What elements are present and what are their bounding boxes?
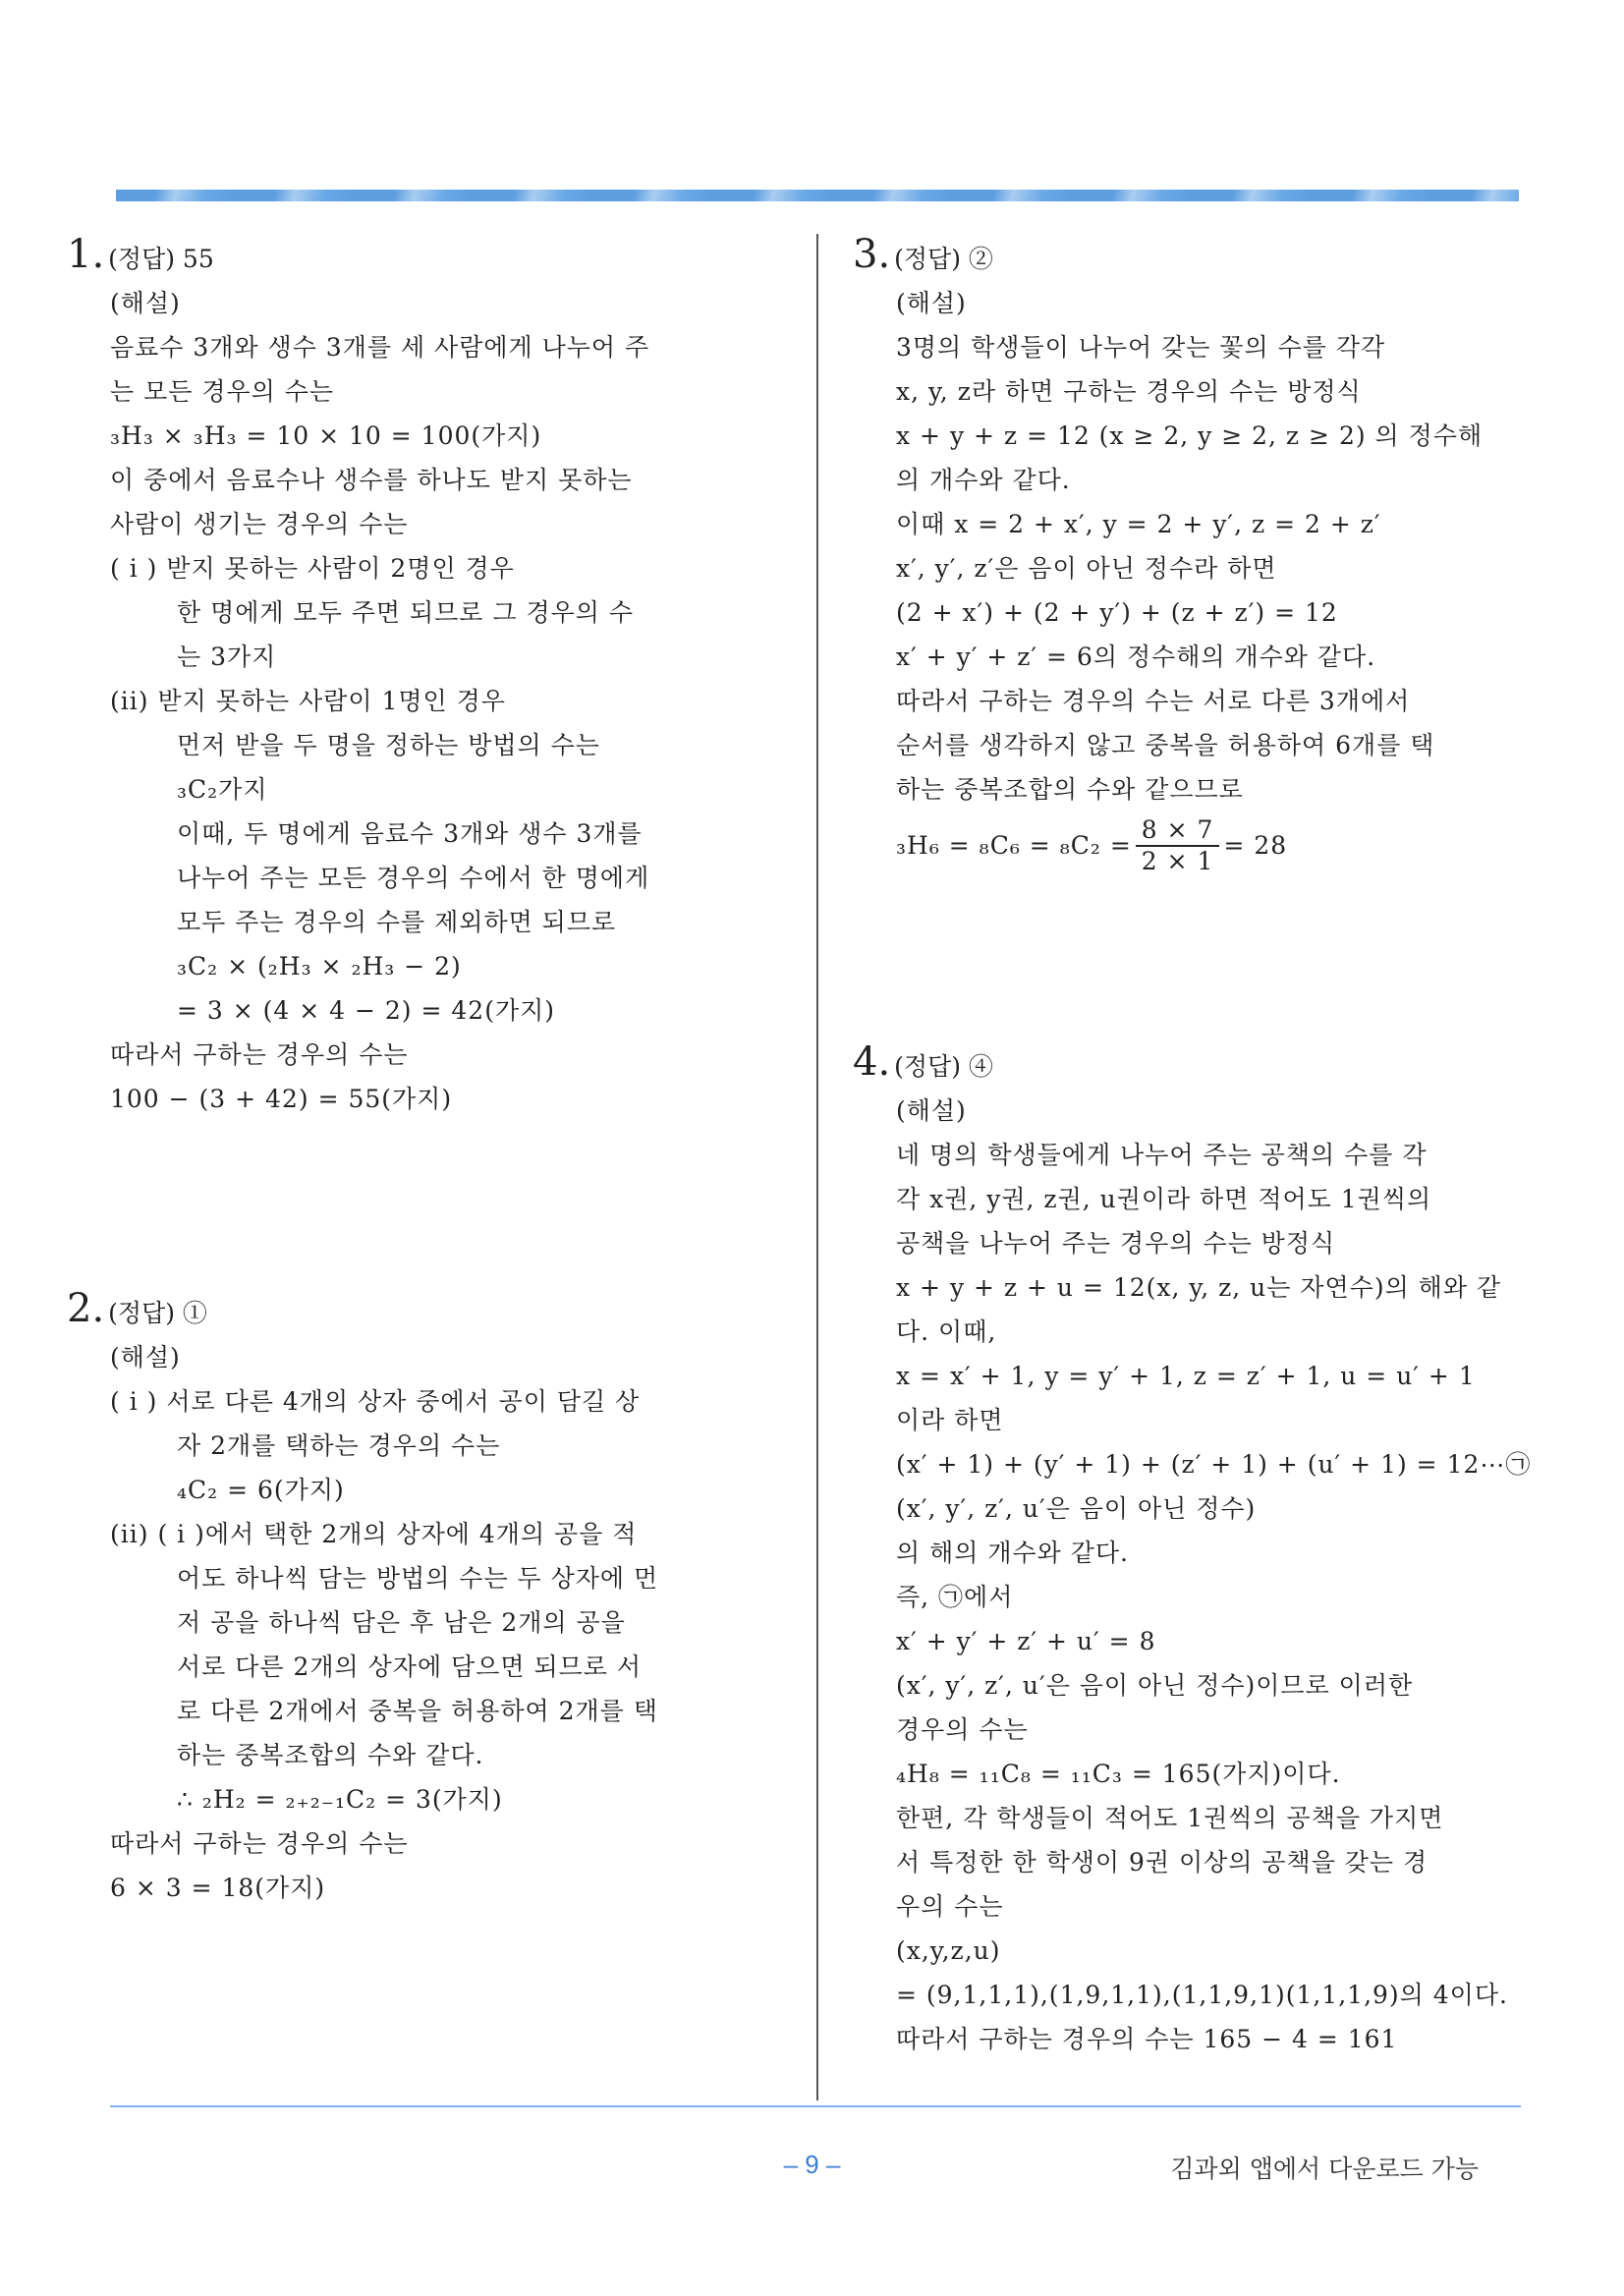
formula-line: x + y + z = 12 (x ≥ 2, y ≥ 2, z ≥ 2) 의 정수해 xyxy=(896,421,1484,450)
formula-line: ₄C₂ = 6(가지) xyxy=(177,1476,345,1504)
formula-line: ∴ ₂H₂ = ₂₊₂₋₁C₂ = 3(가지) xyxy=(177,1785,503,1814)
text-line: 한 명에게 모두 주면 되므로 그 경우의 수 xyxy=(177,598,635,627)
left-column xyxy=(67,232,755,1910)
formula-line: 100 − (3 + 42) = 55(가지) xyxy=(110,1085,453,1113)
text-line: 로 다른 2개에서 중복을 허용하여 2개를 택 xyxy=(177,1697,658,1725)
explanation-heading: (해설) xyxy=(110,289,181,317)
formula-line: (2 + x′) + (2 + y′) + (z + z′) = 12 xyxy=(896,598,1338,627)
fraction-numerator: 8 × 7 xyxy=(1136,815,1220,847)
text-line: 공책을 나누어 주는 경우의 수는 방정식 xyxy=(896,1229,1336,1258)
formula-line: x = x′ + 1, y = y′ + 1, z = z′ + 1, u = u′ + 1 xyxy=(896,1362,1476,1390)
answer-label: (정답) ① xyxy=(108,1299,207,1327)
text-line: 저 공을 하나씩 담은 후 남은 2개의 공을 xyxy=(177,1608,626,1637)
text-line: 따라서 구하는 경우의 수는 서로 다른 3개에서 xyxy=(896,687,1411,715)
formula-line: = (9,1,1,1),(1,9,1,1),(1,1,9,1)(1,1,1,9)의 4이다. xyxy=(896,1981,1508,2009)
text-line: 다. 이때, xyxy=(896,1317,997,1346)
text-line: x′, y′, z′은 음이 아닌 정수라 하면 xyxy=(896,554,1277,583)
text-line: 서로 다른 2개의 상자에 담으면 되므로 서 xyxy=(177,1652,642,1681)
problem-3-header xyxy=(853,232,1540,281)
problem-3 xyxy=(853,232,1540,880)
explanation-heading: (해설) xyxy=(110,1343,181,1372)
formula-line: x′ + y′ + z′ + u′ = 8 xyxy=(896,1627,1156,1655)
text-line: 우의 수는 xyxy=(896,1892,1004,1921)
answer-label: (정답) ② xyxy=(894,245,993,273)
download-note: 김과외 앱에서 다운로드 가능 xyxy=(1170,2155,1479,2183)
text-line: 의 해의 개수와 같다. xyxy=(896,1539,1129,1567)
text-line: 는 모든 경우의 수는 xyxy=(110,377,335,406)
formula-line: (x′ + 1) + (y′ + 1) + (z′ + 1) + (u′ + 1) = 12⋯㉠ xyxy=(896,1450,1532,1479)
problem-1-header xyxy=(67,232,755,281)
case-heading: ( i ) 받지 못하는 사람이 2명인 경우 xyxy=(110,554,515,583)
text-line: 따라서 구하는 경우의 수는 xyxy=(110,1040,409,1069)
problem-2-header xyxy=(67,1286,755,1335)
problem-2 xyxy=(67,1286,755,1910)
case-heading: (ii) ( i )에서 택한 2개의 상자에 4개의 공을 적 xyxy=(110,1520,638,1548)
page-number: – 9 – xyxy=(783,2150,841,2179)
formula-line: ₃H₃ × ₃H₃ = 10 × 10 = 100(가지) xyxy=(110,421,542,450)
text-line: 이라 하면 xyxy=(896,1406,1004,1434)
formula-line: x + y + z + u = 12(x, y, z, u는 자연수)의 해와 같 xyxy=(896,1273,1502,1302)
text-line: 네 명의 학생들에게 나누어 주는 공책의 수를 각 xyxy=(896,1141,1428,1169)
answer-label: (정답) ④ xyxy=(894,1052,993,1081)
text-line: 음료수 3개와 생수 3개를 세 사람에게 나누어 주 xyxy=(110,333,650,362)
text-line: 하는 중복조합의 수와 같으므로 xyxy=(896,775,1244,804)
text-line: 먼저 받을 두 명을 정하는 방법의 수는 xyxy=(177,731,600,759)
text-line: 하는 중복조합의 수와 같다. xyxy=(177,1741,484,1769)
text-line: 의 개수와 같다. xyxy=(896,466,1071,494)
text-line: 순서를 생각하지 않고 중복을 허용하여 6개를 택 xyxy=(896,731,1435,759)
text-line: 어도 하나씩 담는 방법의 수는 두 상자에 먼 xyxy=(177,1564,659,1593)
text-line: 3명의 학생들이 나누어 갖는 꽃의 수를 각각 xyxy=(896,333,1386,362)
text-line: 자 2개를 택하는 경우의 수는 xyxy=(177,1431,501,1460)
fraction-denominator: 2 × 1 xyxy=(1141,847,1214,875)
text-line: 경우의 수는 xyxy=(896,1715,1029,1744)
text-line: 따라서 구하는 경우의 수는 xyxy=(110,1829,409,1858)
problem-number: 4. xyxy=(853,1039,891,1085)
problem-1 xyxy=(67,232,755,1121)
header-decorative-band xyxy=(116,190,1519,201)
text-line: (x′, y′, z′, u′은 음이 아닌 정수)이므로 이러한 xyxy=(896,1671,1414,1700)
formula-line: 이때 x = 2 + x′, y = 2 + y′, z = 2 + z′ xyxy=(896,510,1381,538)
text-line: 한편, 각 학생들이 적어도 1권씩의 공책을 가지면 xyxy=(896,1804,1444,1832)
fraction xyxy=(1136,815,1220,876)
text-line: (x′, y′, z′, u′은 음이 아닌 정수) xyxy=(896,1494,1257,1523)
problem-number: 3. xyxy=(853,232,891,277)
text-line: 각 x권, y권, z권, u권이라 하면 적어도 1권씩의 xyxy=(896,1185,1432,1213)
formula-lead: ₃H₆ = ₈C₆ = ₈C₂ = xyxy=(896,831,1132,860)
formula-line: (x,y,z,u) xyxy=(896,1936,1001,1965)
problem-4 xyxy=(853,1039,1540,2061)
explanation-heading: (해설) xyxy=(896,1096,967,1125)
formula-line: ₃C₂ × (₂H₃ × ₂H₃ − 2) xyxy=(177,952,462,980)
text-line: 사람이 생기는 경우의 수는 xyxy=(110,510,409,538)
right-column xyxy=(853,232,1540,2061)
column-divider xyxy=(816,234,818,2100)
answer-label: (정답) 55 xyxy=(108,245,214,273)
text-line: 이때, 두 명에게 음료수 3개와 생수 3개를 xyxy=(177,819,643,848)
text-line: 서 특정한 한 학생이 9권 이상의 공책을 갖는 경 xyxy=(896,1848,1428,1876)
text-line: 즉, ㉠에서 xyxy=(896,1583,1014,1611)
text-line: 는 3가지 xyxy=(177,643,277,671)
formula-line: x′ + y′ + z′ = 6의 정수해의 개수와 같다. xyxy=(896,643,1376,671)
formula-line: 6 × 3 = 18(가지) xyxy=(110,1874,326,1902)
formula-line: ₃C₂가지 xyxy=(177,775,268,804)
final-formula xyxy=(853,812,1540,880)
problem-number: 2. xyxy=(67,1286,105,1331)
text-line: x, y, z라 하면 구하는 경우의 수는 방정식 xyxy=(896,377,1362,406)
problem-4-header xyxy=(853,1039,1540,1089)
formula-tail: = 28 xyxy=(1223,831,1288,860)
formula-line: = 3 × (4 × 4 − 2) = 42(가지) xyxy=(177,996,556,1025)
formula-line: ₄H₈ = ₁₁C₈ = ₁₁C₃ = 165(가지)이다. xyxy=(896,1760,1341,1788)
problem-number: 1. xyxy=(67,232,105,277)
explanation-heading: (해설) xyxy=(896,289,967,317)
footer-rule xyxy=(110,2105,1521,2107)
text-line: 이 중에서 음료수나 생수를 하나도 받지 못하는 xyxy=(110,466,633,494)
case-heading: ( i ) 서로 다른 4개의 상자 중에서 공이 담길 상 xyxy=(110,1387,641,1416)
case-heading: (ii) 받지 못하는 사람이 1명인 경우 xyxy=(110,687,506,715)
text-line: 따라서 구하는 경우의 수는 165 − 4 = 161 xyxy=(896,2025,1398,2053)
text-line: 모두 주는 경우의 수를 제외하면 되므로 xyxy=(177,908,617,936)
text-line: 나누어 주는 모든 경우의 수에서 한 명에게 xyxy=(177,864,650,892)
